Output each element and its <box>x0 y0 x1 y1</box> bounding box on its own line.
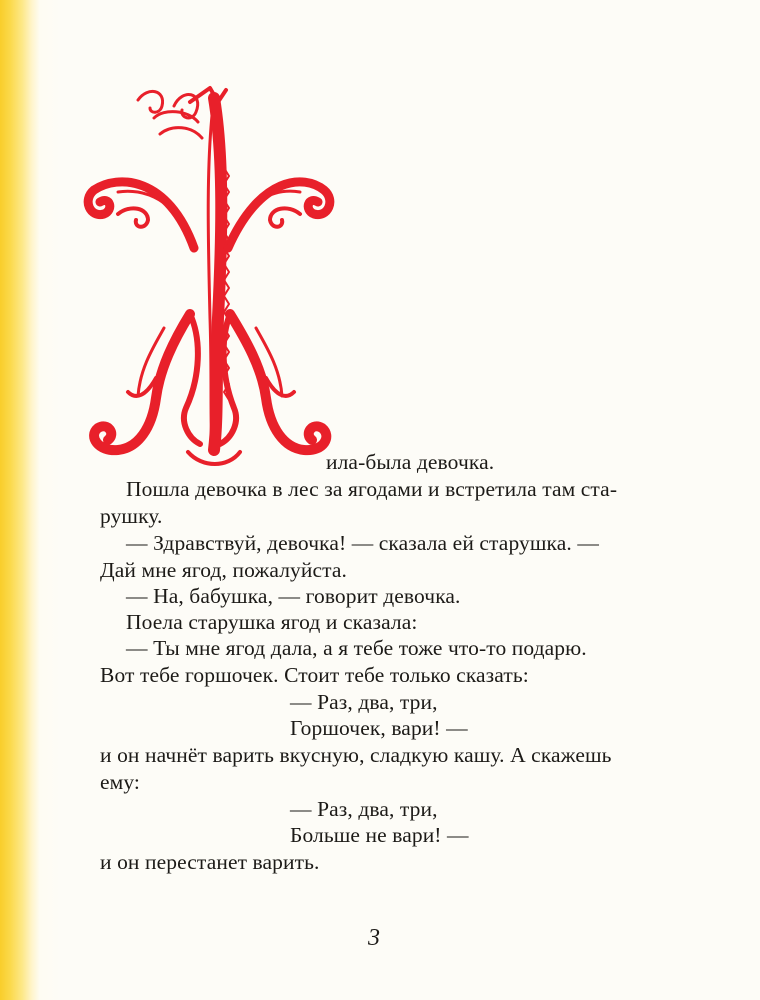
story-line-9: Вот тебе горшочек. Стоит тебе только сказать: <box>100 663 529 687</box>
story-line-5: Дай мне ягод, пожалуйста. <box>100 558 348 582</box>
story-line-4: — Здравствуй, девочка! — сказала ей старушка. — <box>126 531 599 555</box>
story-line-12: и он перестанет варить. <box>100 850 320 874</box>
story-line-10: и он начнёт варить вкусную, сладкую кашу. А скажешь <box>100 743 612 767</box>
story-line-3: рушку. <box>100 504 163 528</box>
verse-line-4: Больше не вари! — <box>290 823 469 847</box>
ornamental-drop-cap-zh <box>78 78 340 478</box>
verse-line-3: — Раз, два, три, <box>290 797 438 821</box>
page-number: 3 <box>368 925 380 951</box>
story-line-11: ему: <box>100 770 140 794</box>
story-line-7: Поела старушка ягод и сказала: <box>126 610 418 634</box>
verse-line-1: — Раз, два, три, <box>290 690 438 714</box>
story-line-1: ила-была девочка. <box>326 450 495 474</box>
verse-line-2: Горшочек, вари! — <box>290 716 468 740</box>
story-line-2: Пошла девочка в лес за ягодами и встретила там ста- <box>126 477 618 501</box>
story-line-8: — Ты мне ягод дала, а я тебе тоже что-то подарю. <box>126 636 587 660</box>
story-line-6: — На, бабушка, — говорит девочка. <box>126 584 461 608</box>
